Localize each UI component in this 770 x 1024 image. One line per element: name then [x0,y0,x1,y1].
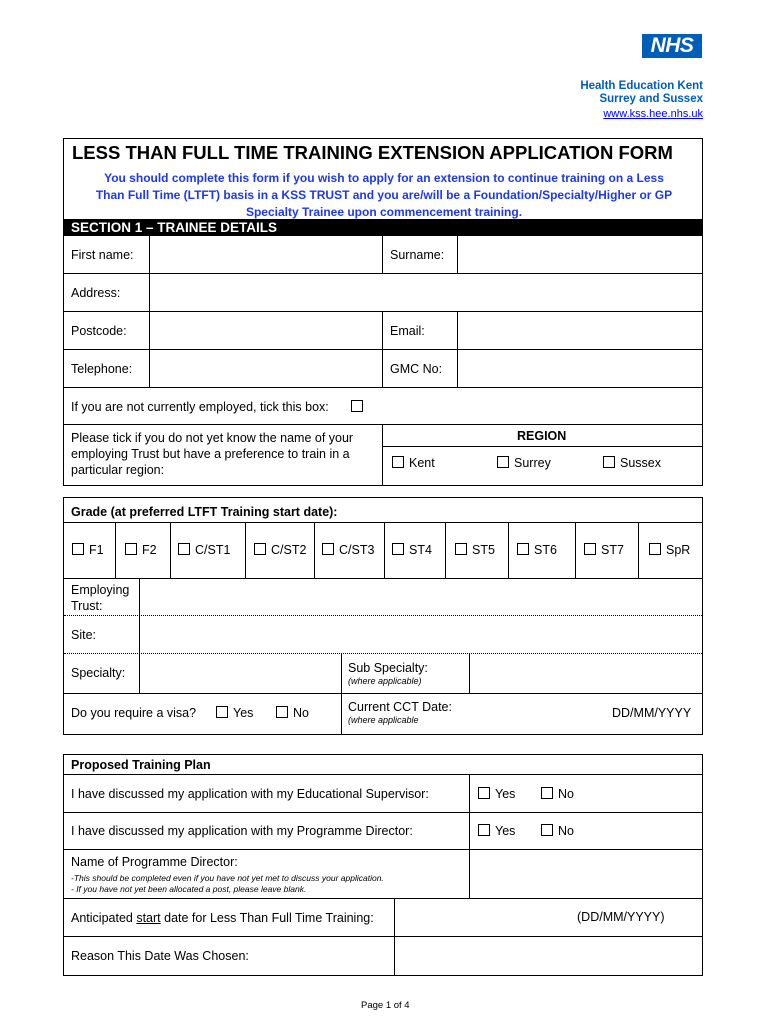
region-sussex-option[interactable] [603,456,661,470]
divider [638,522,639,578]
director-name-field[interactable] [470,850,701,897]
divider [341,653,342,735]
grade-label: C/ST3 [339,543,375,557]
grade-label: F1 [89,543,104,557]
gmc-field[interactable] [458,350,701,386]
divider [575,522,576,578]
grade-label: ST7 [601,543,624,557]
intro-line-3: Specialty Trainee upon commencement training. [245,205,523,219]
divider [314,522,315,578]
sub-specialty-label: Sub Specialty: [348,661,428,675]
grade-label: ST4 [409,543,432,557]
postcode-field[interactable] [150,312,381,348]
training-plan-heading: Proposed Training Plan [71,758,211,772]
checkbox-icon[interactable] [603,456,615,468]
region-preference-label [71,430,353,478]
grade-label: ST5 [472,543,495,557]
form-title: LESS THAN FULL TIME TRAINING EXTENSION APPLICATION FORM [72,142,673,163]
region-heading: REGION [517,429,567,443]
page-number: Page 1 of 4 [361,1000,410,1011]
grade-label: F2 [142,543,157,557]
divider [64,387,702,388]
grade-cst2-option[interactable] [254,543,306,557]
checkbox-icon[interactable] [392,456,404,468]
sub-specialty-field[interactable] [470,654,701,692]
employing-trust-label [71,582,129,614]
surname-field[interactable] [458,237,701,272]
checkbox-icon[interactable] [478,824,490,836]
telephone-label: Telephone: [71,362,133,376]
checkbox-icon[interactable] [254,543,266,555]
specialty-label: Specialty: [71,666,126,680]
anticipated-start-word: start [136,911,161,925]
divider [115,522,116,578]
form-intro [64,170,704,221]
section1-heading: SECTION 1 – TRAINEE DETAILS [64,219,702,236]
grade-spr-option[interactable] [649,543,690,557]
director-note-2: - If you have not yet been allocated a post, please leave blank. [71,884,307,894]
grade-label: SpR [666,543,691,557]
grade-f2-option[interactable] [125,543,157,557]
checkbox-icon[interactable] [216,706,228,718]
anticipated-start-label [71,911,374,925]
website-link[interactable]: www.kss.hee.nhs.uk [603,108,703,120]
org-line-2: Surrey and Sussex [599,93,703,105]
address-field[interactable] [150,274,701,310]
checkbox-icon[interactable] [541,787,553,799]
grade-st6-option[interactable] [517,543,557,557]
not-employed-label: If you are not currently employed, tick this box: [71,400,329,414]
nhs-logo: NHS [642,34,702,58]
divider [64,424,702,425]
postcode-label: Postcode: [71,324,127,338]
checkbox-icon[interactable] [497,456,509,468]
prog-director-no[interactable] [541,824,574,838]
region-surrey-option[interactable] [497,456,551,470]
divider [170,522,171,578]
region-kent-option[interactable] [392,456,435,470]
checkbox-icon[interactable] [517,543,529,555]
surname-label: Surname: [390,248,445,262]
divider [64,898,702,899]
director-name-label: Name of Programme Director: [71,855,238,869]
edu-supervisor-no[interactable] [541,787,574,801]
divider [382,311,383,387]
not-employed-checkbox[interactable] [351,400,363,412]
divider [245,522,246,578]
grade-label: ST6 [534,543,557,557]
cct-date-note: (where applicable [348,715,419,725]
visa-yes-label: Yes [233,706,254,720]
intro-line-1: You should complete this form if you wish to apply for an extension to continue training on a Less [104,171,664,185]
divider [508,522,509,578]
grade-st7-option[interactable] [584,543,624,557]
visa-no-option[interactable] [276,706,309,720]
cct-date-field[interactable]: DD/MM/YYYY [612,706,692,720]
visa-yes-option[interactable] [216,706,253,720]
checkbox-icon[interactable] [322,543,334,555]
first-name-field[interactable] [150,237,381,272]
checkbox-icon[interactable] [478,787,490,799]
region-surrey-label: Surrey [514,456,551,470]
email-field[interactable] [458,312,701,348]
employing-trust-line-2: Trust: [71,599,103,613]
telephone-field[interactable] [150,350,381,386]
checkbox-icon[interactable] [649,543,661,555]
reason-field[interactable] [395,937,701,975]
divider [64,522,702,523]
anticipated-post: date for Less Than Full Time Training: [160,911,374,925]
divider [64,693,702,694]
checkbox-icon[interactable] [178,543,190,555]
divider [382,424,383,486]
grade-cst1-option[interactable] [178,543,230,557]
checkbox-icon[interactable] [455,543,467,555]
yes-label: Yes [495,824,516,838]
grade-label: C/ST2 [271,543,307,557]
edu-supervisor-yes[interactable] [478,787,515,801]
specialty-field[interactable] [140,654,340,692]
preference-line-1: Please tick if you do not yet know the name of your [71,431,354,445]
no-label: No [558,787,574,801]
director-name-notes [71,873,384,895]
grade-cst3-option[interactable] [322,543,374,557]
grade-label: C/ST1 [195,543,231,557]
site-label: Site: [71,628,97,642]
checkbox-icon[interactable] [72,543,84,555]
checkbox-icon[interactable] [125,543,137,555]
anticipated-pre: Anticipated [71,911,137,925]
checkbox-icon[interactable] [392,543,404,555]
address-label: Address: [71,286,121,300]
grade-heading: Grade (at preferred LTFT Training start date): [71,505,338,519]
director-note-1: -This should be completed even if you have not yet met to discuss your application. [71,873,384,883]
preference-line-2: employing Trust but have a preference to train in a [71,447,350,461]
visa-no-label: No [293,706,309,720]
employing-trust-field[interactable] [140,579,701,614]
region-sussex-label: Sussex [620,456,661,470]
gmc-label: GMC No: [390,362,443,376]
grade-st4-option[interactable] [392,543,432,557]
cct-date-label: Current CCT Date: [348,700,452,714]
grade-f1-option[interactable] [72,543,104,557]
divider [64,812,702,813]
intro-line-2: Than Full Time (LTFT) basis in a KSS TRUST and you are/will be a Foundation/Specialty/Higher or GP [95,188,673,202]
divider [382,236,383,274]
region-kent-label: Kent [409,456,435,470]
anticipated-start-field[interactable]: (DD/MM/YYYY) [577,910,665,924]
edu-supervisor-label: I have discussed my application with my Educational Supervisor: [71,787,429,801]
checkbox-icon[interactable] [541,824,553,836]
yes-label: Yes [495,787,516,801]
email-label: Email: [390,324,425,338]
prog-director-yes[interactable] [478,824,515,838]
divider [64,774,702,775]
visa-label: Do you require a visa? [71,706,197,720]
divider [445,522,446,578]
divider [382,446,702,447]
preference-line-3: particular region: [71,463,165,477]
prog-director-label: I have discussed my application with my Programme Director: [71,824,413,838]
employing-trust-line-1: Employing [71,583,130,597]
sub-specialty-note: (where applicable) [348,676,422,686]
grade-st5-option[interactable] [455,543,495,557]
divider [384,522,385,578]
org-line-1: Health Education Kent [580,80,703,92]
reason-label: Reason This Date Was Chosen: [71,949,249,963]
site-field[interactable] [140,616,701,652]
checkbox-icon[interactable] [584,543,596,555]
checkbox-icon[interactable] [276,706,288,718]
organisation-name [580,80,703,106]
first-name-label: First name: [71,248,134,262]
no-label: No [558,824,574,838]
